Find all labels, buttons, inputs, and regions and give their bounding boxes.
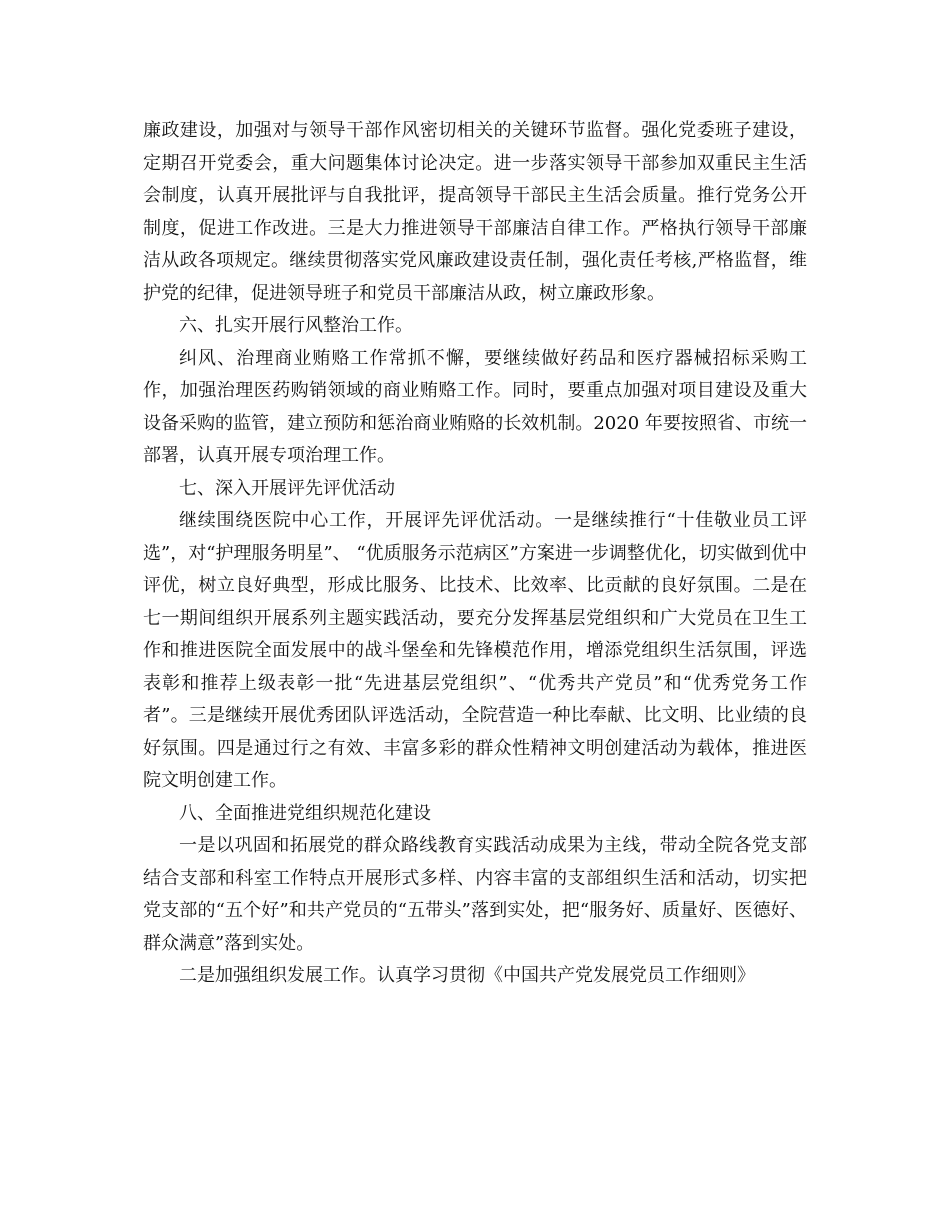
document-body [143, 115, 807, 993]
section-heading-8: 八、全面推进党组织规范化建设 [179, 802, 431, 824]
paragraph-section-7: 继续围绕医院中心工作，开展评先评优活动。一是继续推行“十佳敬业员工评选”，对“护理服务明星”、 “优质服务示范病区”方案进一步调整优化，切实做到优中评优，树立良好典型，形成比服务、比技术、比效率、比贡献的良好氛围。二是在七一期间组织开展系列主题实践活动，要充分发挥基层党组织和广大党员在卫生工作和推进医院全面发展中的战斗堡垒和先锋模范作用，增添党组织生活氛围，评选表彰和推荐上级表彰一批“先进基层党组织”、“优秀共产党员”和“优秀党务工作者”。三是继续开展优秀团队评选活动，全院营造一种比奉献、比文明、比业绩的良好氛围。四是通过行之有效、丰富多彩的群众性精神文明创建活动为载体，推进医院文明创建工作。 [143, 510, 807, 791]
paragraph-section-6: 纠风、治理商业贿赂工作常抓不懈，要继续做好药品和医疗器械招标采购工作，加强治理医药购销领域的商业贿赂工作。同时，要重点加强对项目建设及重大设备采购的监管，建立预防和惩治商业贿赂的长效机制。2020 年要按照省、市统一部署，认真开展专项治理工作。 [143, 347, 807, 466]
paragraph-section-8-point-1: 一是以巩固和拓展党的群众路线教育实践活动成果为主线，带动全院各党支部结合支部和科室工作特点开展形式多样、内容丰富的支部组织生活和活动，切实把党支部的“五个好”和共产党员的“五带头”落到实处，把“服务好、质量好、医德好、群众满意”落到实处。 [143, 835, 807, 954]
paragraph-section-8-point-2: 二是加强组织发展工作。认真学习贯彻《中国共产党发展党员工作细则》 [179, 965, 755, 986]
section-heading-7: 七、深入开展评先评优活动 [179, 477, 395, 499]
paragraph-continuation: 廉政建设，加强对与领导干部作风密切相关的关键环节监督。强化党委班子建设，定期召开党委会，重大问题集体讨论决定。进一步落实领导干部参加双重民主生活会制度，认真开展批评与自我批评，提高领导干部民主生活会质量。推行党务公开制度，促进工作改进。三是大力推进领导干部廉洁自律工作。严格执行领导干部廉洁从政各项规定。继续贯彻落实党风廉政建设责任制，强化责任考核,严格监督，维护党的纪律，促进领导班子和党员干部廉洁从政，树立廉政形象。 [143, 120, 807, 304]
section-heading-6: 六、扎实开展行风整治工作。 [179, 315, 413, 336]
